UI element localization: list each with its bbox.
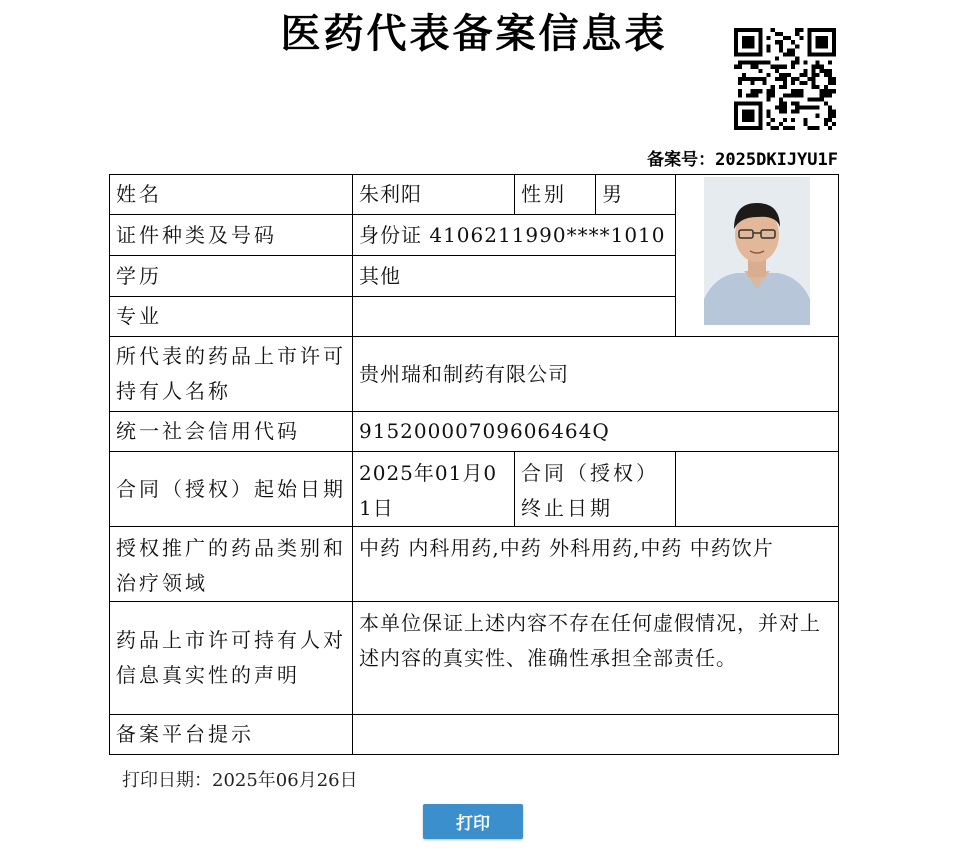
row-declaration bbox=[110, 602, 839, 715]
row-contract bbox=[110, 452, 839, 527]
label-id-doc: 证件种类及号码 bbox=[110, 215, 353, 256]
info-table bbox=[109, 174, 839, 755]
row-name bbox=[110, 175, 839, 215]
value-education: 其他 bbox=[353, 256, 676, 297]
registration-number bbox=[647, 145, 838, 170]
print-button[interactable]: 打印 bbox=[423, 804, 523, 839]
label-major: 专业 bbox=[110, 297, 353, 337]
registration-value: 2025DKIJYU1F bbox=[715, 150, 838, 170]
row-scope bbox=[110, 527, 839, 602]
label-credit-code: 统一社会信用代码 bbox=[110, 412, 353, 452]
label-name: 姓名 bbox=[110, 175, 353, 215]
label-platform-note: 备案平台提示 bbox=[110, 715, 353, 755]
qr-modules bbox=[734, 28, 836, 130]
value-major bbox=[353, 297, 676, 337]
value-scope: 中药 内科用药,中药 外科用药,中药 中药饮片 bbox=[353, 527, 839, 602]
row-company bbox=[110, 337, 839, 412]
value-credit-code: 91520000709606464Q bbox=[353, 412, 839, 452]
value-company: 贵州瑞和制药有限公司 bbox=[353, 337, 839, 412]
value-id-doc: 身份证 4106211990****1010 bbox=[353, 215, 676, 256]
label-gender: 性别 bbox=[515, 175, 596, 215]
value-contract-start: 2025年01月01日 bbox=[353, 452, 515, 527]
photo-cell bbox=[676, 175, 839, 337]
id-photo bbox=[704, 177, 810, 325]
row-credit-code bbox=[110, 412, 839, 452]
value-gender: 男 bbox=[596, 175, 676, 215]
value-name: 朱利阳 bbox=[353, 175, 515, 215]
label-contract-start: 合同（授权）起始日期 bbox=[110, 452, 353, 527]
value-platform-note bbox=[353, 715, 839, 755]
registration-label: 备案号： bbox=[647, 150, 716, 170]
row-platform-note bbox=[110, 715, 839, 755]
label-scope: 授权推广的药品类别和治疗领域 bbox=[110, 527, 353, 602]
page-title: 医药代表备案信息表 bbox=[280, 11, 668, 57]
label-education: 学历 bbox=[110, 256, 353, 297]
label-company: 所代表的药品上市许可持有人名称 bbox=[110, 337, 353, 412]
qr-code bbox=[734, 28, 836, 130]
label-contract-end: 合同（授权）终止日期 bbox=[515, 452, 676, 527]
label-declaration: 药品上市许可持有人对信息真实性的声明 bbox=[110, 602, 353, 715]
print-date: 打印日期：2025年06月26日 bbox=[122, 770, 358, 791]
value-declaration: 本单位保证上述内容不存在任何虚假情况，并对上述内容的真实性、准确性承担全部责任。 bbox=[353, 602, 839, 715]
value-contract-end bbox=[676, 452, 839, 527]
